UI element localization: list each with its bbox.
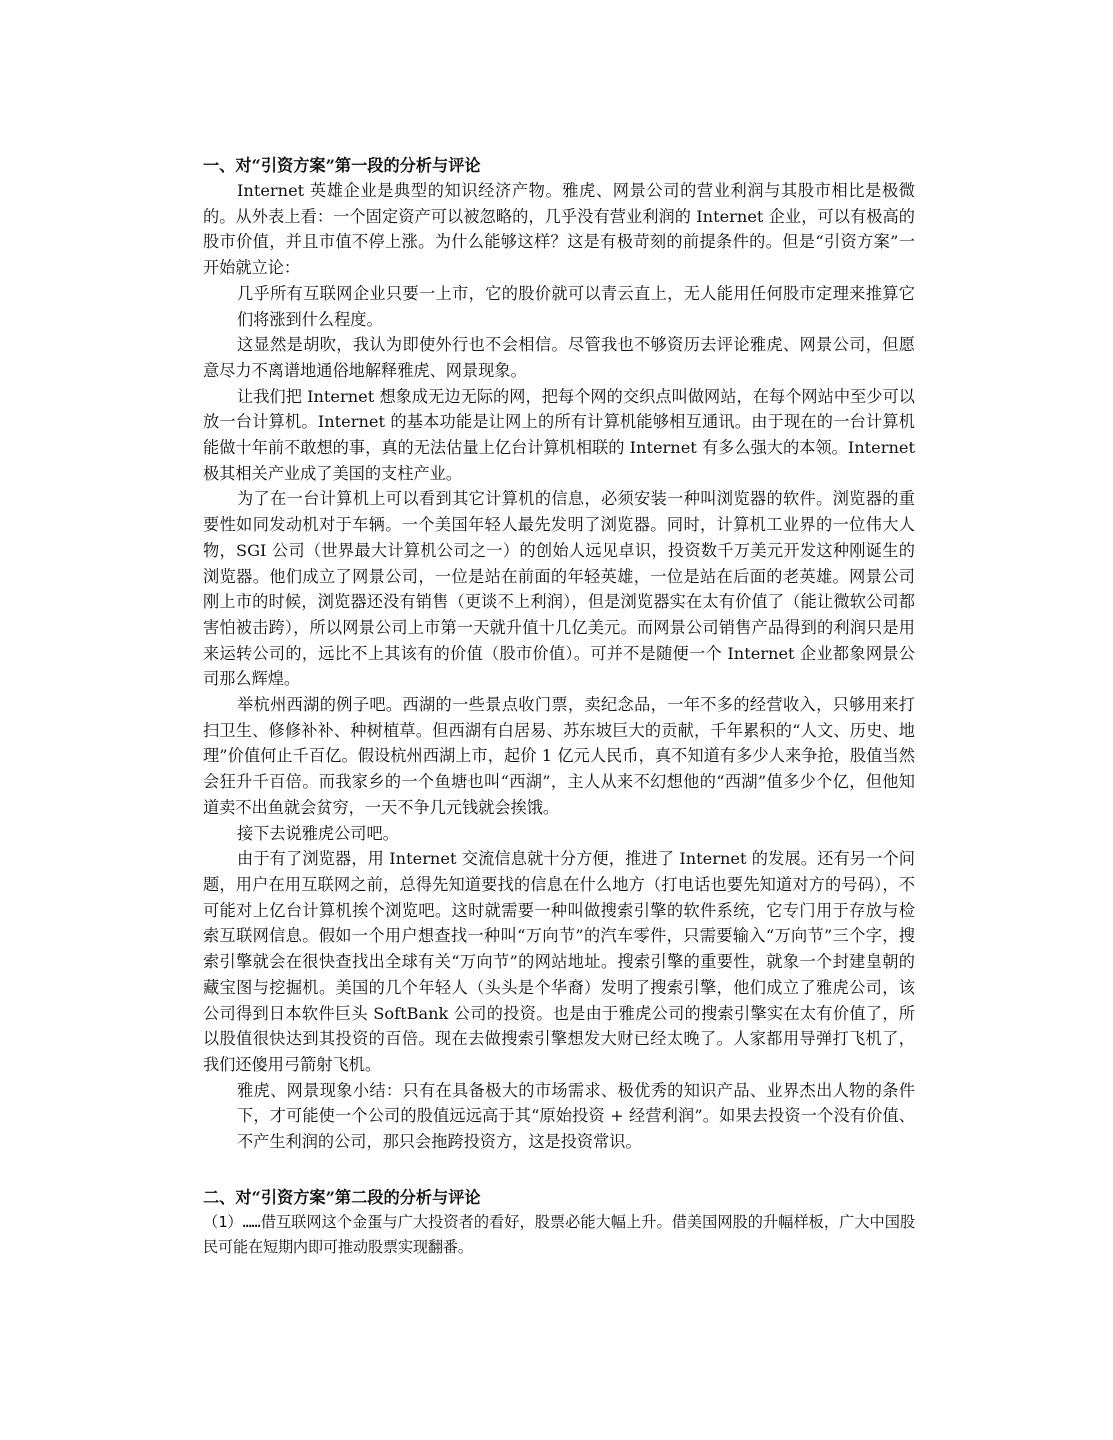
section-1-paragraph-1: Internet 英雄企业是典型的知识经济产物。雅虎、网景公司的营业利润与其股市相比是极微的。从外表上看：一个固定资产可以被忽略的，几乎没有营业利润的 Internet 企业，可以有极高的股市价值，并且市值不停上涨。为什么能够这样？这是有极苛刻的前提条件的。但是“引资方案”一开始就立论：: [203, 181, 915, 278]
section-1-paragraph-6: 接下去说雅虎公司吧。: [237, 823, 399, 843]
section-1-heading: 一、对“引资方案”第一段的分析与评论: [203, 156, 481, 175]
section-1-summary-quote: 雅虎、网景现象小结：只有在具备极大的市场需求、极优秀的知识产品、业界杰出人物的条件下，才可能使一个公司的股值远远高于其“原始投资 + 经营利润”。如果去投资一个没有价值、不产生利润的公司，那只会拖跨投资方，这是投资常识。: [237, 1080, 915, 1152]
section-1-paragraph-3: 让我们把 Internet 想象成无边无际的网，把每个网的交织点叫做网站，在每个网站中至少可以放一台计算机。Internet 的基本功能是让网上的所有计算机能够相互通讯。由于现在的一台计算机能做十年前不敢想的事，真的无法估量上亿台计算机相联的 Internet 有多么强大的本领。Internet 极其相关产业成了美国的支柱产业。: [203, 386, 915, 483]
section-1-paragraph-5: 举杭州西湖的例子吧。西湖的一些景点收门票，卖纪念品，一年不多的经营收入，只够用来打扫卫生、修修补补、种树植草。但西湖有白居易、苏东坡巨大的贡献，千年累积的“人文、历史、地理”价值何止千百亿。假设杭州西湖上市，起价 1 亿元人民币，真不知道有多少人来争抢，股值当然会狂升千百倍。而我家乡的一个鱼塘也叫“西湖”，主人从来不幻想他的“西湖”值多少个亿，但他知道卖不出鱼就会贫穷，一天不争几元钱就会挨饿。: [203, 695, 915, 817]
section-1-paragraph-7: 由于有了浏览器，用 Internet 交流信息就十分方便，推进了 Internet 的发展。还有另一个问题，用户在用互联网之前，总得先知道要找的信息在什么地方（打电话也要先知道对方的号码），不可能对上亿台计算机挨个浏览吧。这时就需要一种叫做搜索引擎的软件系统，它专门用于存放与检索互联网信息。假如一个用户想查找一种叫“万向节”的汽车零件，只需要输入“万向节”三个字，搜索引擎就会在很快查找出全球有关“万向节”的网站地址。搜索引擎的重要性，就象一个封建皇朝的藏宝图与挖掘机。美国的几个年轻人（头头是个华裔）发明了搜索引擎，他们成立了雅虎公司，该公司得到日本软件巨头 SoftBank 公司的投资。也是由于雅虎公司的搜索引擎实在太有价值了，所以股值很快达到其投资的百倍。现在去做搜索引擎想发大财已经太晚了。人家都用导弹打飞机了，我们还傻用弓箭射飞机。: [203, 849, 915, 1074]
section-1-paragraph-2: 这显然是胡吹，我认为即使外行也不会相信。尽管我也不够资历去评论雅虎、网景公司，但愿意尽力不离谱地通俗地解释雅虎、网景现象。: [203, 335, 915, 380]
section-2-heading: 二、对“引资方案”第二段的分析与评论: [203, 1187, 481, 1207]
section-1-paragraph-4: 为了在一台计算机上可以看到其它计算机的信息，必须安装一种叫浏览器的软件。浏览器的重要性如同发动机对于车辆。一个美国年轻人最先发明了浏览器。同时，计算机工业界的一位伟大人物，SGI 公司（世界最大计算机公司之一）的创始人远见卓识，投资数千万美元开发这种刚诞生的浏览器。他们成立了网景公司，一位是站在前面的年轻英雄，一位是站在后面的老英雄。网景公司刚上市的时候，浏览器还没有销售（更谈不上利润），但是浏览器实在太有价值了（能让微软公司都害怕被击跨），所以网景公司上市第一天就升值十几亿美元。而网景公司销售产品得到的利润只是用来运转公司的，远比不上其该有的价值（股市价值）。可并不是随便一个 Internet 企业都象网景公司那么辉煌。: [203, 489, 915, 689]
document-page: [203, 153, 915, 1261]
section-2-item-1: （1）……借互联网这个金蛋与广大投资者的看好，股票必能大幅上升。借美国网股的升幅样板，广大中国股民可能在短期内即可推动股票实现翻番。: [203, 1212, 915, 1257]
section-1-quote-1: 几乎所有互联网企业只要一上市，它的股价就可以青云直上，无人能用任何股市定理来推算它们将涨到什么程度。: [237, 283, 915, 329]
section-gap: [203, 1155, 915, 1185]
